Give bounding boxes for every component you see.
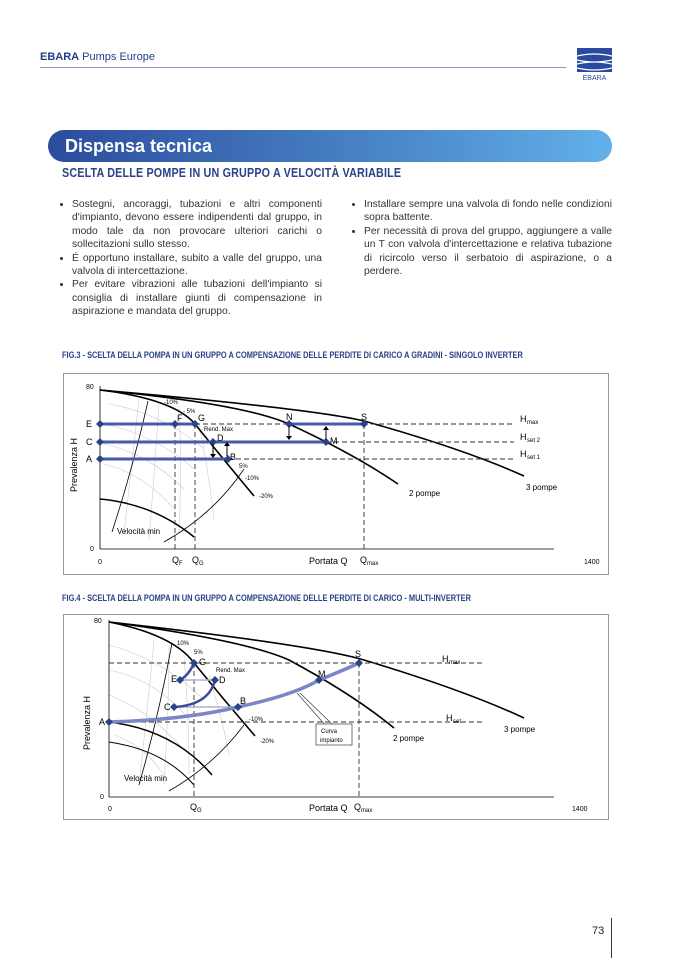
- svg-text:EBARA: EBARA: [582, 75, 607, 82]
- hset1-sub: set 1: [527, 455, 541, 461]
- qg-label: Q: [192, 555, 200, 565]
- page-number-rule: [611, 918, 612, 958]
- qg-label: Q: [190, 802, 198, 812]
- point-label-a: A: [86, 454, 93, 464]
- bullet: • Sostegni, ancoraggi, tubazioni e altri componenti d'impianto, devono essere indipendenti dal gruppo, in modo tale da non provocare ulteriori carichi o sollecitazioni sullo stesso.: [72, 198, 322, 252]
- header-rule: [40, 67, 566, 68]
- y-max-label: 80: [86, 384, 94, 391]
- x-min-label: 0: [108, 806, 112, 813]
- point-label-e: E: [86, 419, 93, 429]
- pct-label: -20%: [259, 494, 274, 500]
- min-speed-curve: [112, 401, 148, 532]
- pct-label: -10%: [164, 400, 179, 406]
- y-axis-label: Prevalenza H: [69, 437, 79, 492]
- pct-label: -20%: [260, 739, 275, 745]
- fig4-svg: [64, 615, 608, 819]
- qg-sub: G: [197, 808, 202, 814]
- point-label-g: G: [198, 413, 206, 423]
- brand-suffix: Pumps Europe: [79, 51, 155, 63]
- point-label-e: E: [171, 674, 178, 684]
- system-curve-label: impianto: [320, 738, 343, 744]
- fig4-diagram: [63, 614, 609, 820]
- qmax-label: Q: [354, 802, 362, 812]
- curve-2-pumps: [109, 622, 394, 728]
- curve-3-pumps: [109, 622, 524, 718]
- pct-label: -10%: [249, 717, 264, 723]
- point-label-d: D: [219, 675, 226, 685]
- point-label-b: B: [230, 452, 237, 462]
- brand-name: EBARA: [40, 51, 80, 63]
- min-speed-label: Velocità min: [124, 774, 168, 783]
- bullet: • É opportuno installare, subito a valle del gruppo, una valvola di intercettazione.: [72, 252, 322, 279]
- bullet: • Per evitare vibrazioni alle tubazioni dell'impianto si consiglia di installare giunti di compensazione in aspirazione e mandata del gruppo.: [72, 278, 322, 318]
- curve-label-2-pumps: 2 pompe: [409, 489, 441, 498]
- hset1-label: H: [520, 449, 527, 459]
- hmax-label: H: [520, 414, 527, 424]
- qmax-label: Q: [360, 555, 368, 565]
- hset2-label: H: [520, 432, 527, 442]
- point-label-s: S: [361, 412, 368, 422]
- point-label-m: M: [330, 436, 338, 446]
- y-min-label: 0: [90, 546, 94, 553]
- pct-label: - 5%: [183, 409, 196, 415]
- hset-label: H: [446, 713, 453, 723]
- page-number: 73: [592, 925, 605, 937]
- y-axis-label: Prevalenza H: [82, 695, 92, 750]
- hmax-sub: max: [527, 420, 539, 426]
- point-label-m: M: [318, 669, 326, 679]
- pct-label: 10%: [177, 641, 190, 647]
- section-banner: [48, 130, 612, 162]
- system-curve-label: Curva: [321, 729, 338, 735]
- qf-label: Q: [172, 555, 180, 565]
- bullet: • Installare sempre una valvola di fondo nelle condizioni sopra battente.: [364, 198, 612, 225]
- qg-sub: G: [199, 561, 204, 567]
- point-label-c: C: [164, 702, 171, 712]
- point-label-c: C: [86, 437, 93, 447]
- fig4-caption: FIG.4 - SCELTA DELLA POMPA IN UN GRUPPO A COMPENSAZIONE DELLE PERDITE DI CARICO - MULTI-INVERTER: [62, 593, 471, 604]
- point-label-g: G: [199, 657, 207, 667]
- header-brand: [40, 51, 155, 63]
- pct-label: 5%: [194, 650, 203, 656]
- hset2-sub: set 2: [527, 438, 541, 444]
- right-column: [352, 198, 612, 278]
- y-min-label: 0: [100, 794, 104, 801]
- curve-label-2-pumps: 2 pompe: [393, 734, 425, 743]
- bullet: • Per necessità di prova del gruppo, aggiungere a valle un T con valvola d'intercettazione e relativa tubazione di ricircolo verso il serbatoio di aspirazione, o a perdere.: [364, 225, 612, 279]
- hset-sub: set: [453, 719, 462, 725]
- qmax-sub: max: [367, 561, 379, 567]
- x-min-label: 0: [98, 559, 102, 566]
- ebara-logo: [577, 48, 612, 82]
- min-speed-label: Velocità min: [117, 527, 161, 536]
- point-label-n: N: [286, 412, 293, 422]
- qmax-sub: max: [361, 808, 373, 814]
- qf-sub: F: [179, 561, 183, 567]
- hmax-sub: max: [449, 660, 461, 666]
- pct-label: 5%: [239, 464, 248, 470]
- max-efficiency-label: Rend. Max: [204, 427, 234, 433]
- point-label-f: F: [177, 413, 183, 423]
- hmax-label: H: [442, 654, 449, 664]
- x-max-label: 1400: [584, 559, 600, 566]
- fig3-diagram: [63, 373, 609, 575]
- point-label-a: A: [99, 717, 106, 727]
- curve-label-3-pumps: 3 pompe: [526, 483, 558, 492]
- max-efficiency-label: Rend. Max: [216, 668, 246, 674]
- banner-title: Dispensa tecnica: [65, 136, 213, 156]
- fig3-svg: [64, 374, 608, 574]
- x-max-label: 1400: [572, 806, 588, 813]
- pct-label: -10%: [245, 476, 260, 482]
- point-label-s: S: [355, 649, 362, 659]
- point-label-d: D: [217, 433, 224, 443]
- fig3-caption: FIG.3 - SCELTA DELLA POMPA IN UN GRUPPO A COMPENSAZIONE DELLE PERDITE DI CARICO A GRADINI - SINGOLO INVERTER: [62, 350, 523, 361]
- x-axis-label: Portata Q: [309, 556, 348, 566]
- curve-label-3-pumps: 3 pompe: [504, 725, 536, 734]
- left-column: [60, 198, 322, 319]
- section-subtitle: SCELTA DELLE POMPE IN UN GRUPPO A VELOCITÀ VARIABILE: [62, 166, 402, 180]
- point-label-b: B: [240, 696, 247, 706]
- y-max-label: 80: [94, 618, 102, 625]
- x-axis-label: Portata Q: [309, 803, 348, 813]
